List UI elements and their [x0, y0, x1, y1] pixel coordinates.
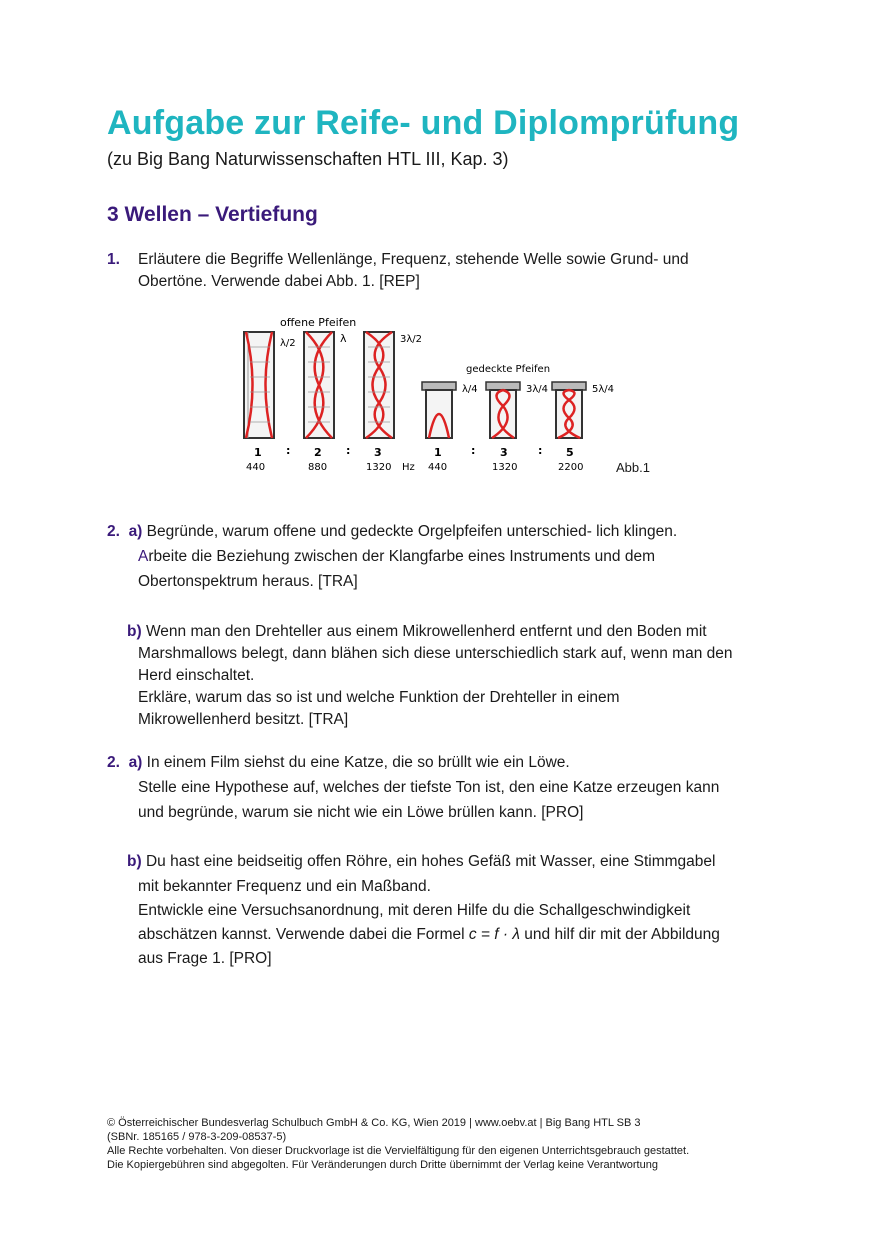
freq-closed-3: 2200 — [558, 462, 584, 473]
freq-open-2: 880 — [308, 462, 328, 473]
q3-b-line3: Entwickle eine Versuchsanordnung, mit deren Hilfe du die Schallgeschwindigkeit — [138, 902, 691, 919]
q3-b-line2: mit bekannter Frequenz und ein Maßband. — [138, 878, 431, 895]
open-pipe-3 — [364, 332, 394, 438]
q2-a-line3: Obertonspektrum heraus. [TRA] — [138, 573, 358, 590]
ratio-closed-2: 3 — [500, 446, 508, 459]
closed-fraction-1: λ/4 — [462, 384, 478, 395]
footer-line2: (SBNr. 185165 / 978-3-209-08537-5) — [107, 1131, 287, 1143]
q2-a-line2: Arbeite die Beziehung zwischen der Klangfarbe eines Instruments und dem — [138, 548, 655, 565]
q2-b-line4: Erkläre, warum das so ist und welche Funktion der Drehteller in einem — [138, 689, 620, 706]
q1-number: 1. — [107, 251, 120, 268]
q2-b-line3: Herd einschaltet. — [138, 667, 255, 684]
q3-b-line4: abschätzen kannst. Verwende dabei die Formel c = f · λ und hilf dir mit der Abbildung — [138, 926, 720, 943]
footer — [107, 1116, 689, 1172]
footer-line1: © Österreichischer Bundesverlag Schulbuch GmbH & Co. KG, Wien 2019 | www.oebv.at | Big Bang HTL SB 3 — [107, 1117, 641, 1129]
open-pipe-1 — [244, 332, 274, 438]
pipes-illustration — [236, 312, 616, 477]
q3-a-line2: Stelle eine Hypothese auf, welches der tiefste Ton ist, den eine Katze erzeugen kann — [138, 779, 720, 796]
page-subtitle: (zu Big Bang Naturwissenschaften HTL III, Kap. 3) — [107, 149, 509, 169]
footer-line4: Die Kopiergebühren sind abgegolten. Für Veränderungen durch Dritte übernimmt der Verlag keine Verantwortung — [107, 1159, 658, 1171]
ratio-open-3: 3 — [374, 446, 382, 459]
freq-closed-2: 1320 — [492, 462, 518, 473]
closed-fraction-2: 3λ/4 — [526, 384, 549, 395]
freq-open-1: 440 — [246, 462, 266, 473]
ratio-open-1: 1 — [254, 446, 262, 459]
open-fraction-3: 3λ/2 — [400, 334, 423, 345]
closed-pipe-1 — [422, 382, 456, 438]
footer-line3: Alle Rechte vorbehalten. Von dieser Druckvorlage ist die Vervielfältigung für den eigenen Unterrichtsgebrauch gestattet. — [107, 1145, 690, 1157]
q2-b-line2: Marshmallows belegt, dann blähen sich diese unterschiedlich stark auf, wenn man den — [138, 645, 733, 662]
sep-3: : — [471, 444, 476, 457]
ratio-closed-3: 5 — [566, 446, 574, 459]
figure-caption: Abb.1 — [616, 460, 650, 475]
page-title: Aufgabe zur Reife- und Diplomprüfung — [107, 104, 740, 142]
ratio-closed-1: 1 — [434, 446, 442, 459]
closed-pipe-3 — [552, 382, 586, 438]
sep-4: : — [538, 444, 543, 457]
q3-a-line1: 2. a) In einem Film siehst du eine Katze, die so brüllt wie ein Löwe. — [107, 754, 570, 771]
formula: c = f · λ — [468, 926, 520, 943]
q1-line1: Erläutere die Begriffe Wellenlänge, Frequenz, stehende Welle sowie Grund- und — [138, 251, 689, 268]
ratio-open-2: 2 — [314, 446, 322, 459]
open-pipe-2 — [304, 332, 334, 438]
closed-pipes-label: gedeckte Pfeifen — [466, 364, 551, 375]
pipes-figure — [236, 312, 616, 482]
sep-1: : — [286, 444, 291, 457]
q2-a-line1: 2. a) Begründe, warum offene und gedeckte Orgelpfeifen unterschied- lich klingen. — [107, 523, 678, 540]
hz-label: Hz — [402, 462, 415, 473]
open-fraction-2: λ — [340, 332, 347, 345]
freq-open-3: 1320 — [366, 462, 392, 473]
closed-fraction-3: 5λ/4 — [592, 384, 615, 395]
sep-2: : — [346, 444, 351, 457]
open-pipes-label: offene Pfeifen — [280, 316, 357, 329]
open-fraction-1: λ/2 — [280, 338, 296, 349]
closed-pipe-2 — [486, 382, 520, 438]
q2-b-line1: b) Wenn man den Drehteller aus einem Mikrowellenherd entfernt und den Boden mit — [127, 623, 707, 640]
q3-b-line5: aus Frage 1. [PRO] — [138, 950, 272, 967]
q3-b-line1: b) Du hast eine beidseitig offen Röhre, ein hohes Gefäß mit Wasser, eine Stimmgabel — [127, 853, 716, 870]
q2-b-line5: Mikrowellenherd besitzt. [TRA] — [138, 711, 349, 728]
q3-a-line3: und begründe, warum sie nicht wie ein Löwe brüllen kann. [PRO] — [138, 804, 584, 821]
section-title: 3 Wellen – Vertiefung — [107, 203, 318, 226]
q1-line2: Obertöne. Verwende dabei Abb. 1. [REP] — [138, 273, 420, 290]
freq-closed-1: 440 — [428, 462, 448, 473]
